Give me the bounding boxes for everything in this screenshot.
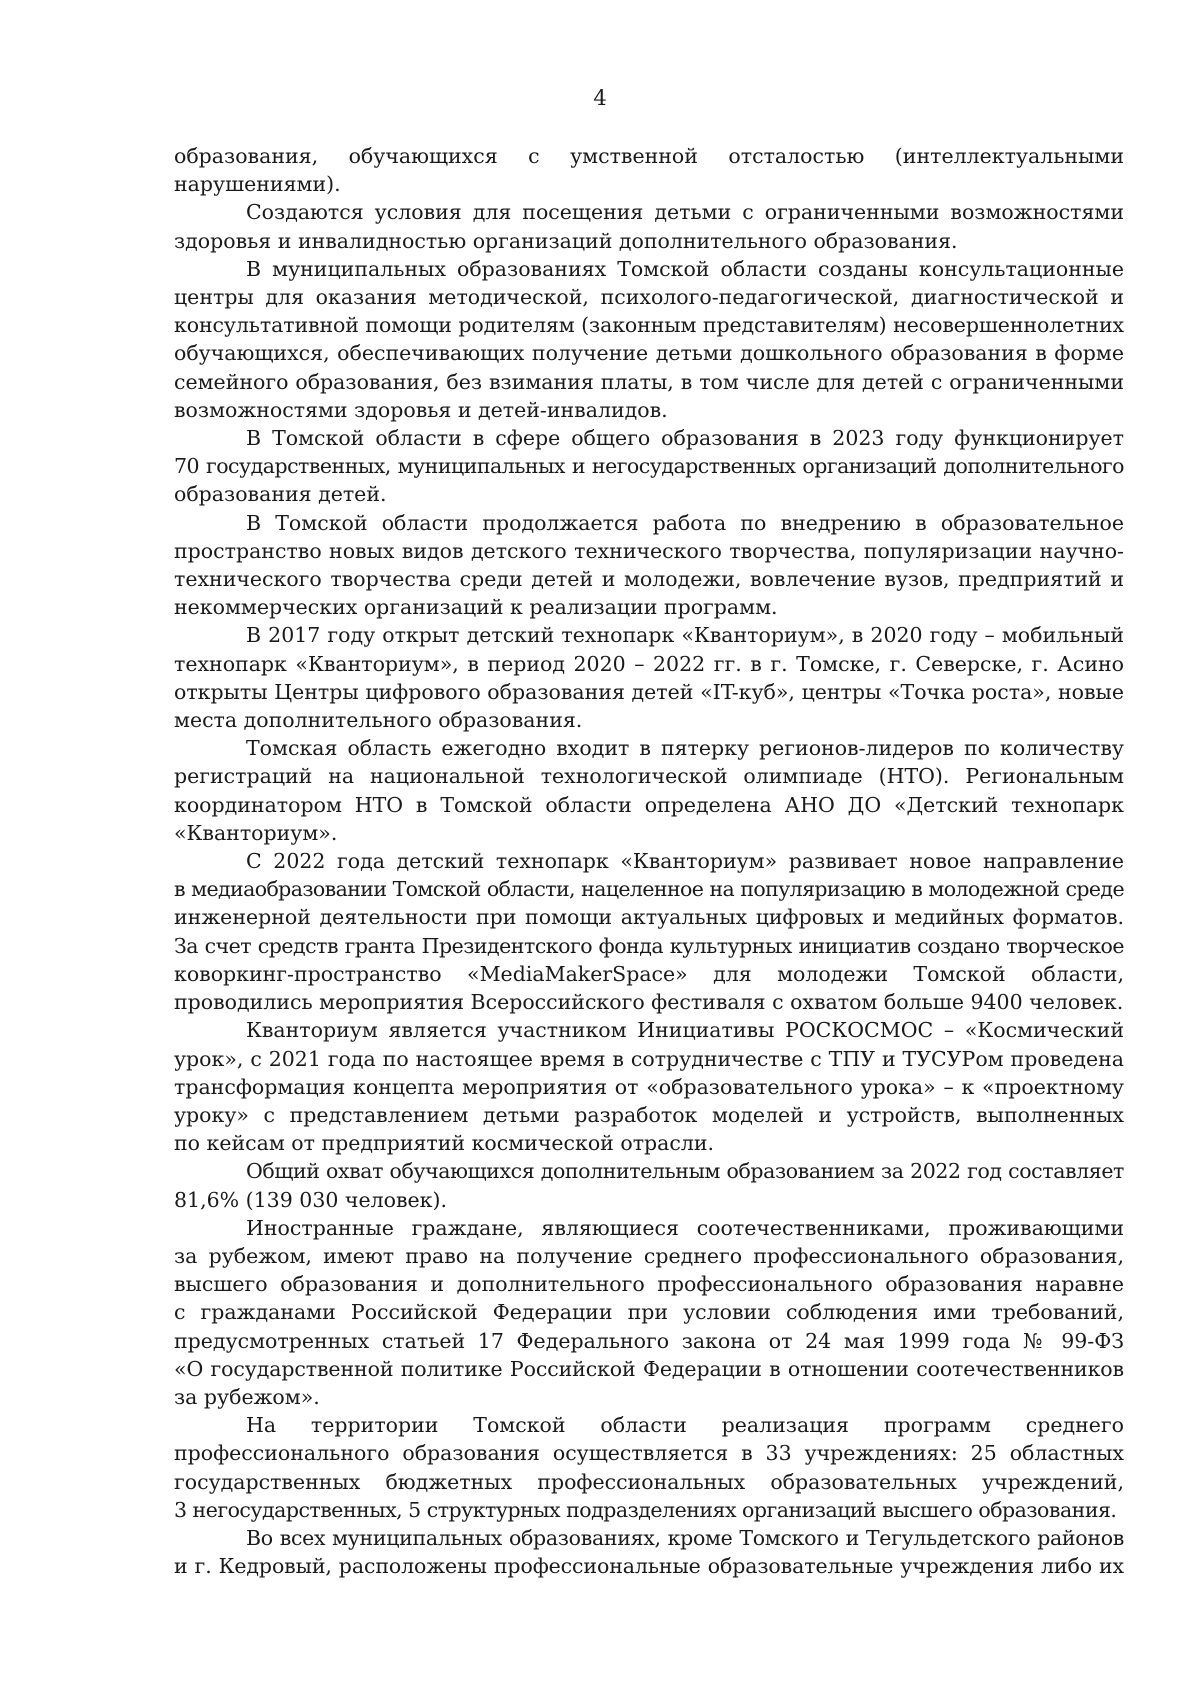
text-line: В 2017 году открыт детский технопарк «Кванториум», в 2020 году – мобильный [246, 623, 1124, 648]
text-line: За счет средств гранта Президентского фонда культурных инициатив создано творческое [174, 933, 1124, 958]
text-line: В Томской области продолжается работа по внедрению в образовательное [246, 510, 1124, 535]
text-line: предусмотренных статьей 17 Федерального закона от 24 мая 1999 года № 99-ФЗ [174, 1328, 1124, 1353]
body-text [174, 142, 1124, 1580]
text-line: Иностранные граждане, являющиеся соотечественниками, проживающими [246, 1215, 1124, 1240]
text-line: регистраций на национальной технологической олимпиаде (НТО). Региональным [174, 764, 1124, 789]
text-line: координатором НТО в Томской области определена АНО ДО «Детский технопарк [174, 792, 1124, 817]
text-line: коворкинг-пространство «MediaMakerSpace» для молодежи Томской области, [174, 961, 1124, 986]
text-line: Во всех муниципальных образованиях, кроме Томского и Тегульдетского районов [246, 1525, 1124, 1550]
text-line: технического творчества среди детей и молодежи, вовлечение вузов, предприятий и [174, 567, 1124, 592]
text-line: Томская область ежегодно входит в пятерку регионов-лидеров по количеству [246, 736, 1124, 761]
text-line: «О государственной политике Российской Федерации в отношении соотечественников [174, 1356, 1124, 1381]
text-line: «Кванториум». [174, 820, 338, 845]
text-line: образования, обучающихся с умственной отсталостью (интеллектуальными [174, 144, 1124, 168]
text-line: На территории Томской области реализация программ среднего [246, 1413, 1124, 1438]
text-line: здоровья и инвалидностью организаций дополнительного образования. [174, 228, 958, 253]
text-line: консультативной помощи родителям (законным представителям) несовершеннолетних [174, 313, 1124, 338]
text-line: Создаются условия для посещения детьми с ограниченными возможностями [246, 200, 1124, 225]
text-line: В Томской области в сфере общего образования в 2023 году функционирует [246, 426, 1124, 451]
text-line: центры для оказания методической, психолого-педагогической, диагностической и [174, 285, 1124, 310]
text-line: Общий охват обучающихся дополнительным образованием за 2022 год составляет [246, 1159, 1124, 1184]
text-line: места дополнительного образования. [174, 708, 583, 733]
text-line: урок», с 2021 года по настоящее время в сотрудничестве с ТПУ и ТУСУРом проведена [174, 1046, 1124, 1071]
text-line: инженерной деятельности при помощи актуальных цифровых и медийных форматов. [174, 905, 1124, 930]
text-line: высшего образования и дополнительного профессионального образования наравне [174, 1272, 1124, 1297]
text-line: В муниципальных образованиях Томской области созданы консультационные [246, 256, 1124, 281]
text-line: за рубежом, имеют право на получение среднего профессионального образования, [174, 1243, 1124, 1268]
text-line: технопарк «Кванториум», в период 2020 – 2022 гг. в г. Томске, г. Северске, г. Асино [174, 651, 1124, 676]
text-line: обучающихся, обеспечивающих получение детьми дошкольного образования в форме [174, 341, 1124, 366]
text-line: уроку» с представлением детьми разработок моделей и устройств, выполненных [174, 1102, 1124, 1127]
page-number: 4 [593, 86, 607, 110]
text-line: в медиаобразовании Томской области, нацеленное на популяризацию в молодежной среде [174, 877, 1124, 902]
text-line: государственных бюджетных профессиональных образовательных учреждений, [174, 1469, 1124, 1494]
text-line: семейного образования, без взимания платы, в том числе для детей с ограниченными [174, 369, 1124, 394]
text-line: некоммерческих организаций к реализации программ. [174, 595, 778, 620]
text-line: 81,6% (139 030 человек). [174, 1187, 447, 1212]
text-line: С 2022 года детский технопарк «Кванториум» развивает новое направление [246, 849, 1124, 874]
text-line: 70 государственных, муниципальных и негосударственных организаций дополнительного [174, 454, 1124, 479]
text-line: возможностями здоровья и детей-инвалидов. [174, 397, 668, 422]
text-line: трансформация концепта мероприятия от «образовательного урока» – к «проектному [174, 1074, 1124, 1099]
text-line: пространство новых видов детского технического творчества, популяризации научно- [174, 538, 1124, 563]
text-line: и г. Кедровый, расположены профессиональные образовательные учреждения либо их [174, 1554, 1124, 1579]
text-line: по кейсам от предприятий космической отрасли. [174, 1131, 715, 1156]
text-line: профессионального образования осуществляется в 33 учреждениях: 25 областных [174, 1441, 1124, 1466]
text-line: за рубежом». [174, 1384, 320, 1409]
text-line: нарушениями). [174, 172, 341, 197]
text-line: открыты Центры цифрового образования детей «IT-куб», центры «Точка роста», новые [174, 679, 1124, 704]
text-line: проводились мероприятия Всероссийского фестиваля с охватом больше 9400 человек. [174, 990, 1124, 1015]
text-line: 3 негосударственных, 5 структурных подразделениях организаций высшего образования. [174, 1497, 1117, 1522]
text-line: с гражданами Российской Федерации при условии соблюдения ими требований, [174, 1300, 1124, 1325]
text-line: образования детей. [174, 482, 387, 507]
text-line: Кванториум является участником Инициативы РОСКОСМОС – «Космический [246, 1018, 1124, 1043]
